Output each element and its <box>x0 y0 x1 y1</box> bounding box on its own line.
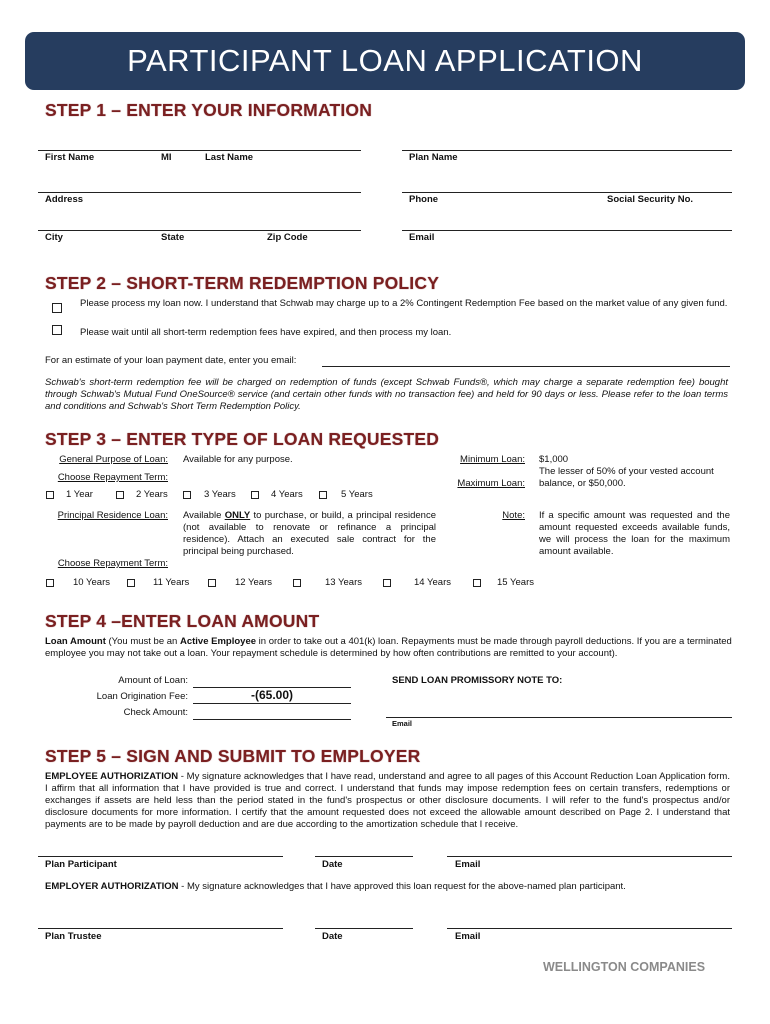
term-4-years-checkbox[interactable] <box>251 491 259 499</box>
page-title-banner <box>25 32 745 90</box>
term-5-years-checkbox[interactable] <box>319 491 327 499</box>
participant-date-line[interactable] <box>315 856 413 857</box>
term-12-years-label: 12 Years <box>235 577 272 588</box>
term-13-years-label: 13 Years <box>325 577 362 588</box>
email-field-line[interactable] <box>402 230 732 231</box>
term-2-years-label: 2 Years <box>136 489 168 500</box>
employee-authorization-text: EMPLOYEE AUTHORIZATION - My signature acknowledges that I have read, understand and agree to all pages of this Account Reduction Loan Application form. I affirm that all information that I have provided is true and correct. I understand that funds may impose redemption fees on certain transfers, redemptions or exchanges if assets are held less than the period stated in the fund's prospectus or other disclosure documents. I will refer to the fund's prospectus and/or disclosure documents for more information. I certify that the amount requested does not exceed the allowable amount described on Page 2. I understand that payments are to be made by payroll deduction and are due according to the amortization schedule that I receive. <box>45 771 730 830</box>
send-note-label: SEND LOAN PROMISSORY NOTE TO: <box>392 675 563 686</box>
plan-participant-label: Plan Participant <box>45 859 117 870</box>
term-14-years-label: 14 Years <box>414 577 451 588</box>
wait-text: Please wait until all short-term redemption fees have expired, and then process my loan. <box>80 327 452 338</box>
phone-label: Phone <box>409 194 439 205</box>
plan-name-field-line[interactable] <box>402 150 732 151</box>
trustee-date-line[interactable] <box>315 928 413 929</box>
name-field-line[interactable] <box>38 150 361 151</box>
term-10-years-checkbox[interactable] <box>46 579 54 587</box>
first-name-label: First Name <box>45 152 95 163</box>
maximum-loan-value: The lesser of 50% of your vested account balance, or $50,000. <box>539 466 714 489</box>
general-repay-label: Choose Repayment Term: <box>57 472 168 483</box>
term-11-years-label: 11 Years <box>153 577 190 588</box>
send-note-email-label: Email <box>392 719 413 728</box>
participant-date-label: Date <box>322 859 343 870</box>
estimate-email-label: For an estimate of your loan payment date, enter you email: <box>45 355 297 366</box>
plan-trustee-signature-line[interactable] <box>38 928 283 929</box>
redemption-fee-note: Schwab's short-term redemption fee will be charged on redemption of funds (except Schwab Funds®, which may charge a separate redemption fee) bought through Schwab's Mutual Fund OneSource® service (and certain other funds with no transaction fee) and held for 90 days or less. Please refer to the loan terms and conditions and Schwab's Short Term Redemption Policy. <box>45 377 728 412</box>
maximum-loan-label: Maximum Loan: <box>457 478 525 489</box>
participant-email-label: Email <box>455 859 481 870</box>
principal-repay-label: Choose Repayment Term: <box>57 558 168 569</box>
email-label: Email <box>409 232 435 243</box>
term-13-years-checkbox[interactable] <box>293 579 301 587</box>
step4-heading: STEP 4 –ENTER LOAN AMOUNT <box>45 611 320 631</box>
minimum-loan-label: Minimum Loan: <box>460 454 525 465</box>
city-state-zip-field-line[interactable] <box>38 230 361 231</box>
estimate-email-input-line[interactable] <box>322 366 730 367</box>
amount-of-loan-label: Amount of Loan: <box>118 675 188 686</box>
plan-participant-signature-line[interactable] <box>38 856 283 857</box>
term-1-year-label: 1 Year <box>66 489 93 500</box>
origination-fee-value: -(65.00) <box>250 688 294 702</box>
plan-name-label: Plan Name <box>409 152 458 163</box>
participant-email-line[interactable] <box>447 856 732 857</box>
zip-label: Zip Code <box>267 232 308 243</box>
term-12-years-checkbox[interactable] <box>208 579 216 587</box>
mi-label: MI <box>161 152 172 163</box>
process-now-text: Please process my loan now. I understand that Schwab may charge up to a 2% Contingent Redemption Fee based on the market value of any given fund. <box>80 298 728 309</box>
origination-fee-label: Loan Origination Fee: <box>96 691 188 702</box>
origination-fee-line <box>193 703 351 704</box>
step2-heading: STEP 2 – SHORT-TERM REDEMPTION POLICY <box>45 273 440 293</box>
term-15-years-checkbox[interactable] <box>473 579 481 587</box>
loan-amount-intro: Loan Amount (You must be an Active Employee in order to take out a 401(k) loan. Repayments must be made through payroll deductions. If you are a terminated employee you may not take out a loan. Your repayment schedule is determined by how often contributions are remitted to your account). <box>45 636 732 659</box>
process-now-checkbox[interactable] <box>52 303 62 313</box>
general-purpose-desc: Available for any purpose. <box>183 454 293 465</box>
principal-residence-label: Principal Residence Loan: <box>57 510 168 521</box>
wait-checkbox[interactable] <box>52 325 62 335</box>
address-label: Address <box>45 194 84 205</box>
trustee-email-line[interactable] <box>447 928 732 929</box>
check-amount-label: Check Amount: <box>123 707 188 718</box>
term-3-years-checkbox[interactable] <box>183 491 191 499</box>
term-10-years-label: 10 Years <box>73 577 110 588</box>
trustee-date-label: Date <box>322 931 343 942</box>
step1-heading: STEP 1 – ENTER YOUR INFORMATION <box>45 100 373 120</box>
state-label: State <box>161 232 185 243</box>
phone-ssn-field-line[interactable] <box>402 192 732 193</box>
step3-heading: STEP 3 – ENTER TYPE OF LOAN REQUESTED <box>45 429 440 449</box>
plan-trustee-label: Plan Trustee <box>45 931 102 942</box>
employer-authorization-text: EMPLOYER AUTHORIZATION - My signature acknowledges that I have approved this loan request for the above-named plan participant. <box>45 881 626 892</box>
trustee-email-label: Email <box>455 931 481 942</box>
term-11-years-checkbox[interactable] <box>127 579 135 587</box>
last-name-label: Last Name <box>205 152 254 163</box>
term-2-years-checkbox[interactable] <box>116 491 124 499</box>
city-label: City <box>45 232 63 243</box>
company-footer: WELLINGTON COMPANIES <box>543 960 706 974</box>
term-5-years-label: 5 Years <box>341 489 373 500</box>
term-15-years-label: 15 Years <box>497 577 534 588</box>
term-14-years-checkbox[interactable] <box>383 579 391 587</box>
page-title: PARTICIPANT LOAN APPLICATION <box>127 43 643 78</box>
note-label: Note: <box>502 510 525 521</box>
term-3-years-label: 3 Years <box>204 489 236 500</box>
term-1-year-checkbox[interactable] <box>46 491 54 499</box>
ssn-label: Social Security No. <box>607 194 694 205</box>
principal-residence-desc: Available ONLY to purchase, or build, a principal residence (not available to renovate or refinance a principal residence). Attach an executed sale contract for the principal being purchased. <box>183 510 436 557</box>
general-purpose-label: General Purpose of Loan: <box>59 454 168 465</box>
address-field-line[interactable] <box>38 192 361 193</box>
note-text: If a specific amount was requested and the amount requested exceeds available funds, we will process the loan for the maximum amount available. <box>539 510 730 557</box>
check-amount-input-line[interactable] <box>193 719 351 720</box>
term-4-years-label: 4 Years <box>271 489 303 500</box>
minimum-loan-value: $1,000 <box>539 454 569 465</box>
send-note-email-line[interactable] <box>386 717 732 718</box>
step5-heading: STEP 5 – SIGN AND SUBMIT TO EMPLOYER <box>45 746 421 766</box>
